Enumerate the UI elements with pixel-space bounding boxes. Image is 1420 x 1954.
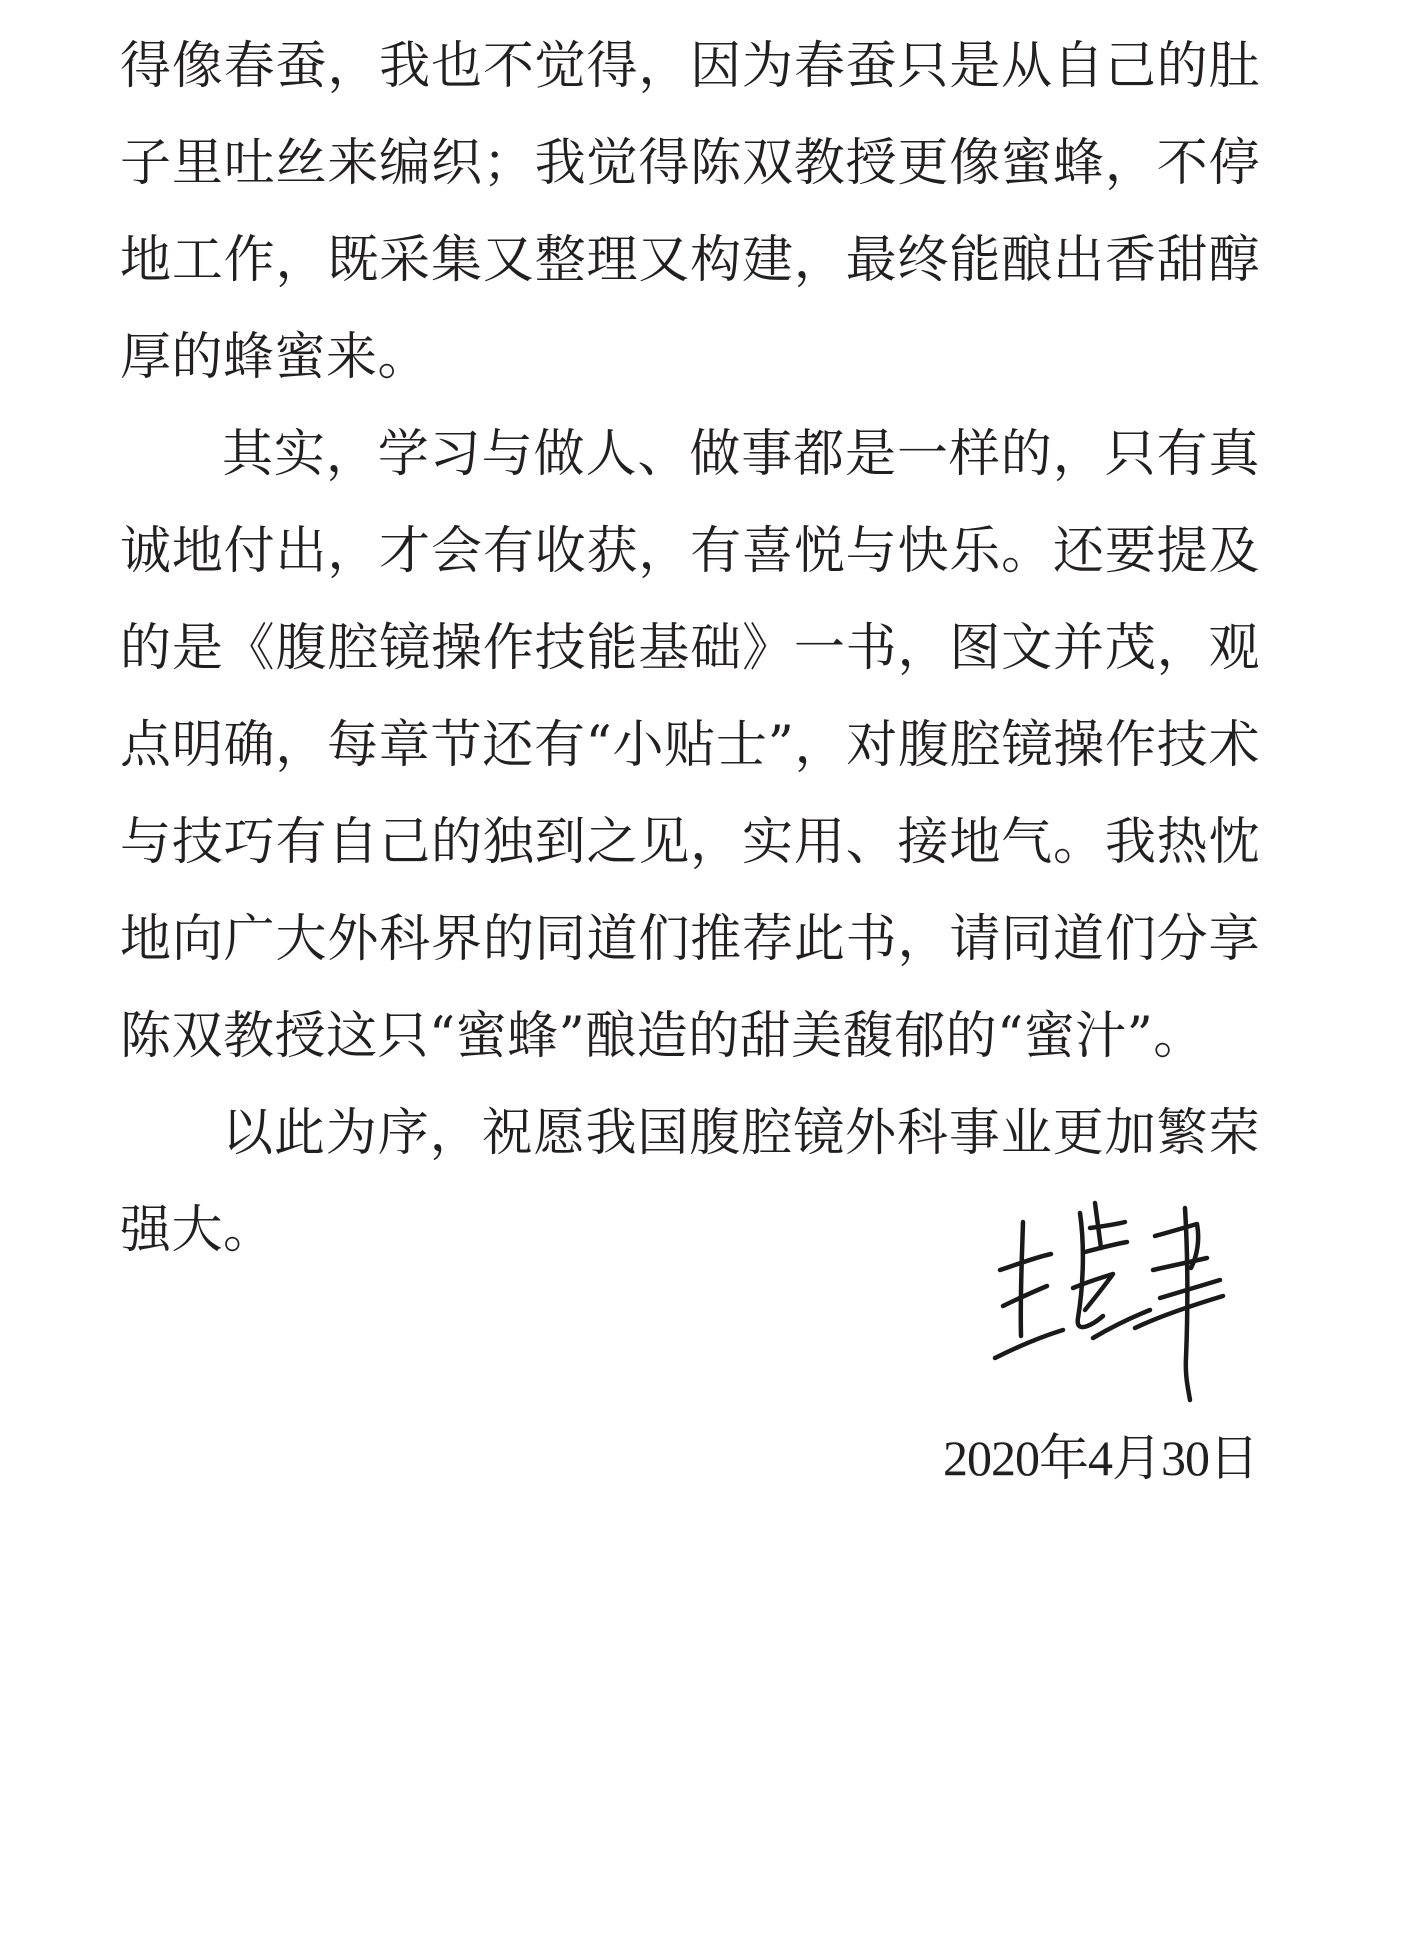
body-text	[120, 18, 1260, 1279]
paragraph-1: 得像春蚕，我也不觉得，因为春蚕只是从自己的肚子里吐丝来编织；我觉得陈双教授更像蜜蜂，不停地工作，既采集又整理又构建，最终能酿出香甜醇厚的蜂蜜来。	[120, 37, 1260, 387]
signature-date: 2020年4月30日	[943, 1430, 1258, 1486]
handwritten-signature	[985, 1188, 1255, 1408]
paragraph-2: 其实，学习与做人、做事都是一样的，只有真诚地付出，才会有收获，有喜悦与快乐。还要提及的是《腹腔镜操作技能基础》一书，图文并茂，观点明确，每章节还有“小贴士”，对腹腔镜操作技术与技巧有自己的独到之见，实用、接地气。我热忱地向广大外科界的同道们推荐此书，请同道们分享陈双教授这只“蜜蜂”酿造的甜美馥郁的“蜜汁”。	[120, 425, 1260, 1066]
paragraph-3: 以此为序，祝愿我国腹腔镜外科事业更加繁荣强大。	[120, 1104, 1260, 1260]
